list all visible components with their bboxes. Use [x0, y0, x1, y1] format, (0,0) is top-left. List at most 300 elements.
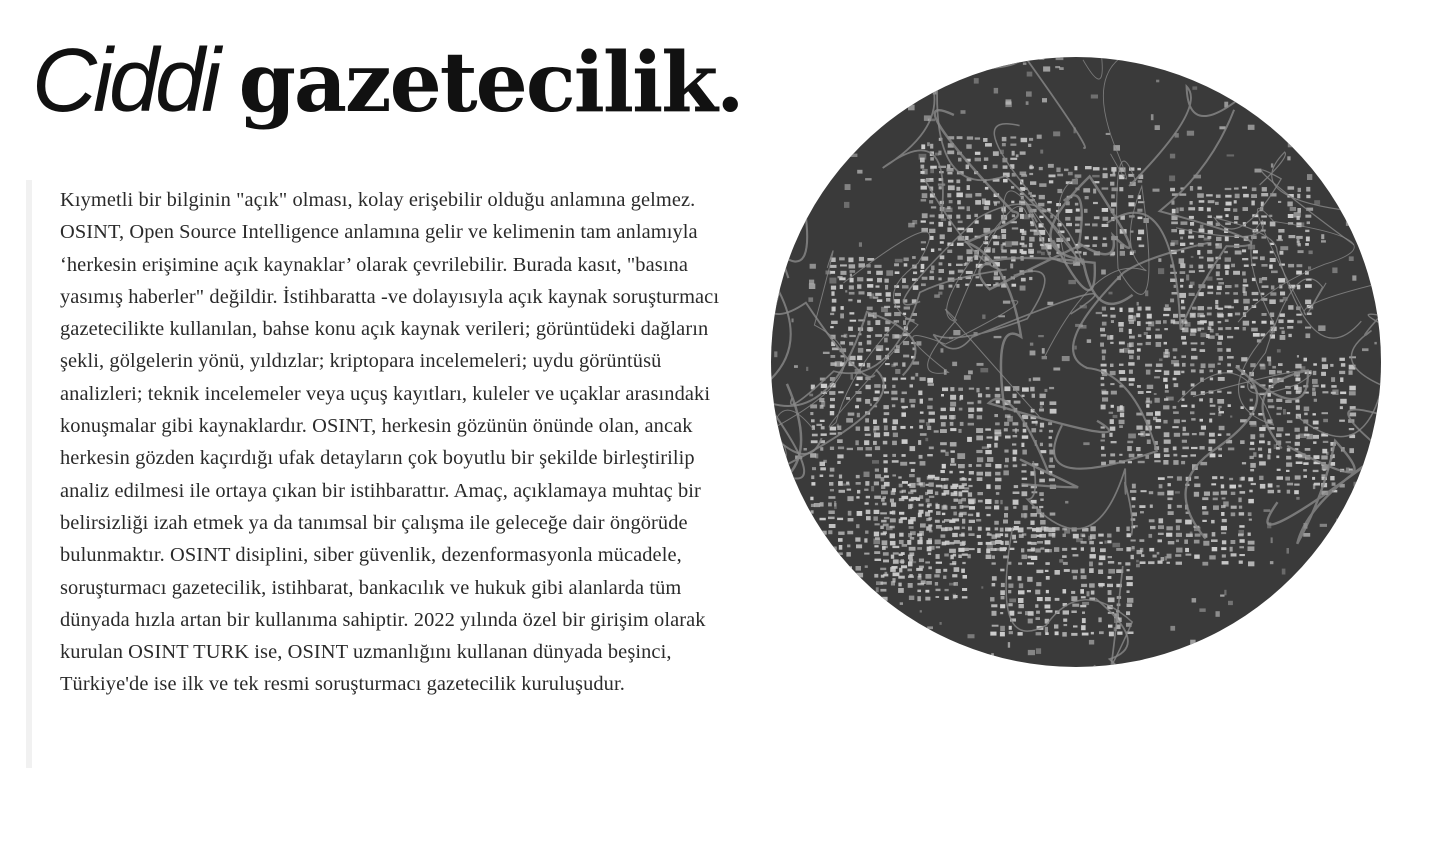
map-building — [1003, 165, 1008, 168]
map-building — [958, 206, 965, 209]
map-building — [1120, 413, 1124, 418]
map-building — [1190, 454, 1196, 456]
map-building — [820, 502, 824, 506]
map-building — [1371, 445, 1375, 451]
map-building — [958, 464, 965, 468]
map-building — [1306, 237, 1310, 242]
map-building — [1000, 626, 1005, 631]
map-building — [1379, 561, 1381, 566]
map-building — [833, 547, 837, 551]
map-building — [978, 542, 983, 545]
map-building — [1098, 617, 1101, 622]
map-building — [1264, 509, 1271, 512]
map-building — [1313, 604, 1316, 609]
map-building — [961, 110, 966, 114]
map-building — [1173, 406, 1177, 409]
map-building — [908, 533, 912, 537]
map-building — [899, 554, 903, 556]
map-building — [1238, 485, 1241, 488]
map-building — [859, 257, 864, 261]
map-building — [838, 559, 843, 562]
map-building — [1066, 223, 1072, 226]
map-building — [879, 118, 883, 120]
map-building — [976, 428, 983, 433]
map-building — [1008, 584, 1013, 588]
map-building — [847, 531, 853, 535]
map-building — [1149, 491, 1153, 494]
map-building — [1259, 461, 1266, 465]
map-building — [1027, 542, 1031, 545]
map-building — [1081, 625, 1086, 630]
map-building — [992, 562, 996, 564]
map-building — [976, 450, 982, 453]
map-building — [848, 511, 852, 516]
map-building — [1194, 555, 1200, 559]
map-building — [904, 263, 908, 266]
map-building — [1055, 631, 1059, 635]
map-building — [1081, 547, 1084, 551]
map-building — [820, 552, 824, 557]
map-building — [1158, 258, 1161, 262]
map-building — [907, 540, 911, 545]
map-building — [1004, 422, 1009, 426]
map-building — [1128, 315, 1136, 321]
map-building — [1200, 315, 1205, 318]
map-building — [1239, 530, 1245, 535]
map-building — [1040, 443, 1043, 446]
map-building — [926, 518, 931, 521]
map-building — [1138, 217, 1143, 220]
map-building — [821, 426, 825, 429]
map-building — [1045, 570, 1049, 572]
map-building — [926, 484, 929, 486]
map-building — [1018, 612, 1022, 614]
map-building — [1040, 423, 1044, 428]
map-building — [1173, 411, 1179, 414]
map-building — [1240, 539, 1245, 543]
map-building — [926, 540, 932, 544]
map-building — [792, 73, 797, 77]
map-building — [1222, 540, 1226, 544]
map-building — [865, 178, 872, 180]
map-building — [886, 526, 893, 530]
map-building — [908, 569, 913, 572]
map-building — [1198, 306, 1204, 310]
map-building — [1305, 215, 1311, 218]
map-building — [940, 534, 945, 537]
map-building — [1378, 477, 1382, 483]
map-building — [1021, 278, 1026, 282]
map-building — [815, 454, 818, 459]
map-building — [876, 95, 879, 100]
map-building — [1224, 590, 1226, 596]
map-building — [1268, 483, 1273, 487]
map-building — [848, 299, 852, 301]
map-building — [1191, 447, 1198, 449]
map-building — [1104, 541, 1106, 544]
map-building — [792, 183, 795, 188]
map-building — [1173, 356, 1176, 359]
map-building — [830, 398, 835, 401]
map-building — [1225, 188, 1232, 190]
map-building — [875, 523, 880, 525]
map-building — [871, 486, 874, 491]
map-building — [1181, 221, 1188, 225]
map-building — [1175, 491, 1180, 493]
map-building — [1207, 307, 1212, 310]
map-building — [1080, 533, 1085, 536]
map-building — [909, 596, 914, 600]
map-building — [1139, 505, 1145, 508]
map-building — [1189, 265, 1193, 269]
map-building — [1129, 378, 1135, 381]
map-building — [875, 446, 880, 450]
map-building — [837, 424, 839, 428]
map-building — [1155, 334, 1162, 338]
map-building — [828, 517, 835, 520]
map-building — [996, 400, 1000, 403]
map-building — [925, 512, 930, 517]
map-building — [967, 185, 970, 190]
map-building — [901, 378, 907, 380]
map-building — [1129, 336, 1135, 339]
map-building — [1039, 430, 1042, 433]
map-building — [1241, 406, 1244, 409]
map-building — [782, 482, 787, 486]
map-building — [1296, 236, 1303, 239]
map-building — [1253, 452, 1256, 457]
map-building — [1089, 640, 1094, 645]
map-building — [1164, 342, 1167, 345]
map-building — [1286, 470, 1290, 472]
map-building — [1129, 370, 1133, 374]
map-building — [884, 432, 890, 436]
map-building — [893, 433, 898, 438]
map-building — [995, 485, 1001, 489]
map-building — [1228, 306, 1234, 308]
map-building — [1111, 320, 1114, 323]
map-building — [811, 532, 817, 535]
map-building — [1312, 477, 1315, 480]
map-building — [950, 415, 954, 420]
map-building — [1076, 209, 1080, 212]
map-building — [957, 228, 964, 231]
map-building — [832, 80, 839, 85]
map-building — [834, 503, 837, 509]
map-building — [881, 533, 887, 536]
map-building — [1190, 282, 1195, 286]
map-building — [943, 505, 946, 509]
map-building — [968, 498, 976, 503]
map-building — [1322, 412, 1329, 414]
map-building — [839, 566, 845, 571]
map-building — [962, 506, 969, 508]
map-building — [957, 243, 964, 246]
map-building — [1158, 533, 1164, 535]
map-building — [1332, 390, 1338, 396]
map-building — [1022, 450, 1027, 455]
map-building — [920, 482, 925, 487]
map-building — [1194, 540, 1200, 544]
map-building — [1219, 356, 1223, 361]
map-building — [959, 396, 961, 401]
map-building — [956, 264, 963, 266]
map-building — [1013, 394, 1017, 398]
map-building — [1251, 201, 1254, 206]
map-building — [1029, 237, 1034, 242]
map-building — [1189, 293, 1195, 296]
map-building — [1279, 313, 1285, 317]
map-building — [925, 561, 930, 563]
map-building — [1249, 519, 1252, 521]
map-building — [934, 430, 939, 432]
map-building — [874, 574, 878, 578]
map-building — [968, 634, 975, 638]
map-building — [866, 496, 870, 499]
map-building — [864, 472, 870, 477]
map-building — [848, 573, 854, 575]
map-building — [1080, 589, 1084, 594]
map-building — [1259, 476, 1263, 480]
map-building — [1297, 208, 1301, 213]
map-building — [773, 131, 775, 134]
map-building — [1071, 591, 1075, 594]
map-building — [1167, 498, 1172, 501]
map-building — [1101, 454, 1106, 457]
map-building — [935, 153, 939, 156]
map-building — [856, 524, 859, 528]
map-building — [1200, 225, 1204, 229]
map-building — [929, 447, 934, 450]
map-building — [846, 566, 852, 569]
map-building — [1102, 315, 1108, 317]
map-building — [1136, 447, 1141, 451]
map-building — [917, 533, 922, 536]
map-building — [1071, 633, 1077, 636]
map-building — [1146, 327, 1151, 330]
map-building — [1268, 448, 1271, 453]
map-building — [1261, 215, 1267, 217]
map-building — [990, 632, 996, 636]
map-building — [1224, 208, 1230, 211]
map-building — [968, 527, 972, 531]
map-building — [1225, 223, 1231, 225]
map-building — [873, 516, 878, 520]
map-building — [959, 408, 963, 411]
map-building — [1138, 230, 1144, 235]
map-building — [1102, 397, 1108, 401]
map-building — [1128, 308, 1133, 313]
map-building — [1027, 549, 1034, 552]
map-building — [1158, 525, 1164, 529]
map-building — [1262, 277, 1267, 280]
map-building — [1182, 398, 1185, 401]
map-building — [1289, 235, 1296, 238]
map-building — [1083, 252, 1087, 255]
map-building — [1273, 100, 1280, 106]
map-building — [1155, 370, 1162, 372]
map-building — [1033, 377, 1041, 380]
map-building — [902, 481, 908, 484]
map-building — [1303, 533, 1310, 537]
map-building — [929, 200, 933, 203]
map-building — [1306, 333, 1311, 338]
map-building — [936, 569, 941, 573]
map-building — [1179, 258, 1185, 264]
map-building — [1102, 322, 1107, 326]
map-building — [929, 276, 934, 280]
map-building — [922, 169, 928, 175]
map-building — [1226, 202, 1232, 206]
map-building — [874, 265, 881, 268]
map-building — [1158, 492, 1165, 496]
map-building — [874, 545, 878, 547]
map-building — [1227, 363, 1231, 366]
map-building — [1049, 430, 1053, 433]
map-building — [1153, 555, 1157, 558]
map-building — [1111, 441, 1117, 443]
map-building — [820, 545, 826, 549]
map-building — [1210, 378, 1213, 381]
map-building — [1173, 460, 1178, 465]
map-building — [793, 519, 796, 525]
map-building — [1072, 570, 1078, 574]
map-building — [1101, 270, 1106, 275]
map-building — [922, 277, 928, 280]
map-building — [811, 523, 817, 526]
map-building — [1041, 252, 1045, 255]
map-building — [1127, 598, 1133, 603]
map-building — [1222, 519, 1227, 522]
map-building — [921, 186, 927, 190]
map-building — [1231, 264, 1235, 268]
map-building — [840, 313, 844, 318]
map-building — [969, 464, 972, 467]
map-building — [892, 334, 899, 339]
map-building — [947, 168, 954, 172]
map-building — [925, 597, 930, 601]
map-building — [1001, 541, 1004, 545]
map-building — [925, 438, 928, 441]
map-building — [1155, 411, 1161, 416]
map-building — [1026, 91, 1032, 96]
map-building — [1002, 143, 1006, 146]
map-building — [912, 220, 917, 224]
map-building — [1146, 342, 1151, 345]
map-building — [1277, 427, 1283, 431]
map-building — [994, 336, 1002, 338]
map-building — [1269, 265, 1273, 269]
map-building — [927, 378, 933, 383]
map-building — [1044, 527, 1049, 532]
map-building — [910, 446, 916, 451]
map-building — [1137, 343, 1143, 346]
map-building — [820, 467, 826, 470]
map-building — [918, 391, 922, 396]
map-building — [1005, 436, 1011, 439]
map-building — [1119, 342, 1125, 345]
map-building — [980, 368, 988, 372]
map-building — [967, 437, 972, 442]
map-building — [927, 626, 933, 629]
map-building — [1128, 548, 1134, 551]
map-building — [1261, 321, 1266, 324]
map-building — [987, 457, 993, 462]
map-building — [846, 418, 853, 423]
map-building — [857, 511, 863, 516]
map-building — [1194, 492, 1199, 497]
map-building — [1119, 425, 1123, 428]
map-building — [1276, 485, 1279, 487]
map-building — [901, 398, 905, 403]
map-building — [1029, 378, 1031, 381]
map-building — [1290, 207, 1296, 211]
map-building — [1049, 387, 1054, 389]
map-building — [1176, 562, 1182, 565]
map-building — [1217, 286, 1222, 290]
map-building — [1165, 390, 1169, 393]
map-building — [1239, 525, 1244, 528]
map-building — [892, 546, 899, 548]
map-building — [1137, 237, 1141, 240]
map-building — [1225, 214, 1228, 217]
map-building — [890, 518, 896, 522]
map-building — [1022, 491, 1028, 496]
map-building — [975, 152, 981, 155]
map-building — [1211, 520, 1215, 524]
map-building — [1349, 386, 1356, 391]
map-building — [1063, 562, 1068, 565]
map-building — [958, 256, 963, 260]
map-building — [872, 460, 879, 464]
map-building — [958, 555, 962, 559]
map-building — [830, 326, 834, 328]
map-building — [944, 490, 950, 495]
map-building — [1168, 504, 1172, 509]
map-building — [1089, 562, 1093, 567]
map-building — [828, 496, 835, 499]
map-building — [874, 551, 880, 554]
map-building — [1191, 314, 1194, 317]
map-building — [1107, 335, 1113, 340]
map-building — [1020, 286, 1026, 291]
map-building — [909, 547, 916, 551]
map-building — [1218, 454, 1222, 457]
map-building — [831, 355, 836, 358]
map-building — [1192, 598, 1197, 602]
map-building — [1110, 315, 1115, 318]
map-building — [1354, 482, 1361, 487]
map-building — [1199, 200, 1205, 203]
map-building — [1110, 383, 1114, 385]
map-building — [1129, 454, 1135, 458]
map-building — [838, 538, 843, 542]
map-building — [1218, 412, 1221, 416]
map-building — [981, 586, 983, 588]
map-building — [969, 548, 975, 550]
map-building — [958, 388, 963, 391]
map-building — [1057, 189, 1062, 193]
map-building — [982, 446, 989, 449]
map-building — [1305, 243, 1309, 246]
map-building — [866, 516, 871, 520]
map-building — [1269, 299, 1276, 304]
map-building — [1285, 400, 1292, 403]
map-building — [865, 565, 868, 568]
map-building — [1261, 236, 1266, 238]
map-building — [1024, 513, 1026, 519]
map-building — [1127, 441, 1133, 444]
